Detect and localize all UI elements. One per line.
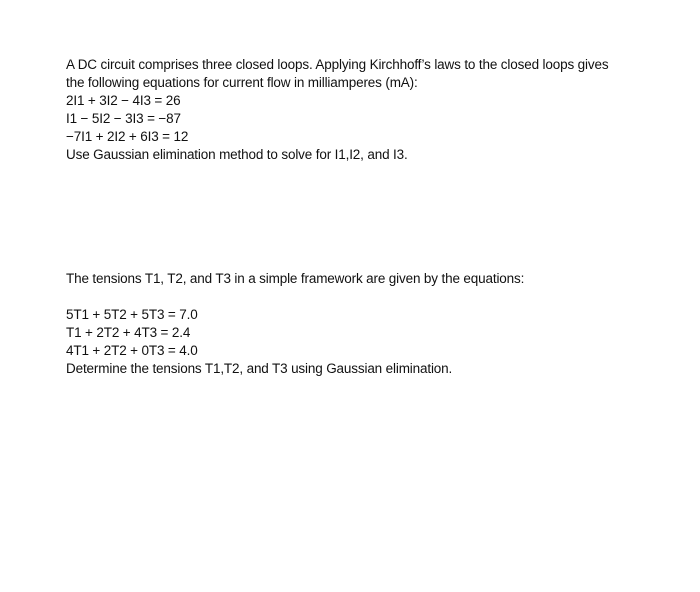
problem-1-instruction: Use Gaussian elimination method to solve for I1,I2, and I3. [66, 147, 408, 162]
problem-2-block [66, 270, 666, 378]
problem-2-equation-1: 5T1 + 5T2 + 5T3 = 7.0 [66, 307, 198, 322]
problem-2-equation-2: T1 + 2T2 + 4T3 = 2.4 [66, 325, 191, 340]
problem-2-equation-3: 4T1 + 2T2 + 0T3 = 4.0 [66, 343, 198, 358]
problem-1-intro-line-1: A DC circuit comprises three closed loops. Applying Kirchhoff’s laws to the closed loops gives [66, 57, 609, 72]
problem-1-equation-1: 2I1 + 3I2 − 4I3 = 26 [66, 93, 181, 108]
problem-1-intro-line-2: the following equations for current flow in milliamperes (mA): [66, 75, 418, 90]
paragraph-gap [66, 288, 666, 306]
problem-1-equation-3: −7I1 + 2I2 + 6I3 = 12 [66, 129, 189, 144]
problem-1-block [66, 56, 666, 164]
problem-1-equation-2: I1 − 5I2 − 3I3 = −87 [66, 111, 181, 126]
problem-2-intro: The tensions T1, T2, and T3 in a simple framework are given by the equations: [66, 271, 525, 286]
problem-2-instruction: Determine the tensions T1,T2, and T3 using Gaussian elimination. [66, 361, 453, 376]
